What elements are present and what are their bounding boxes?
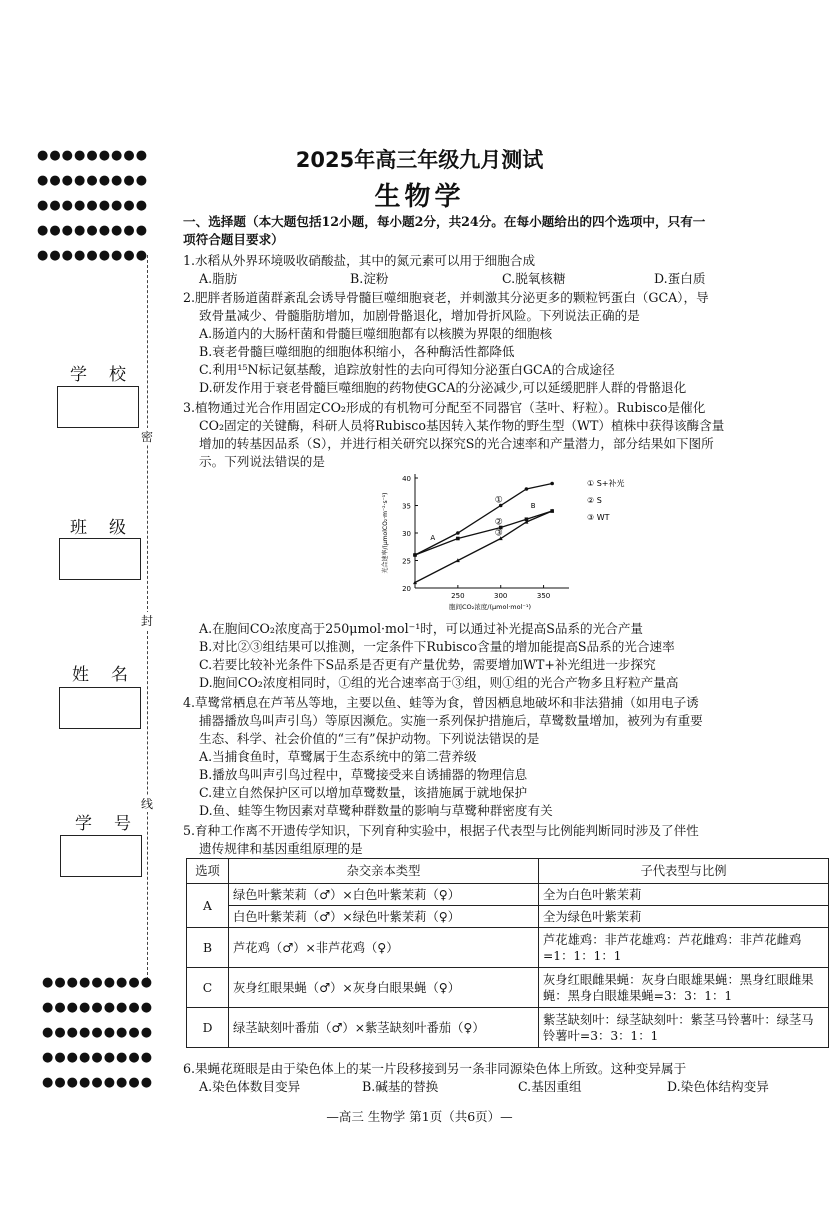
seal-char-mi: 密 — [141, 430, 154, 444]
option-cell: A — [187, 884, 229, 928]
q3-option-a: A.在胞间CO₂浓度高于250μmol·mol⁻¹时，可以通过补光提高S品系的光合产量 — [199, 621, 644, 636]
decor-dots-bottom: ●●●●●●●●● ●●●●●●●●● ●●●●●●●●● ●●●●●●●●● ●●●●●●●●● — [42, 975, 154, 1090]
school-label: 学校 — [70, 365, 148, 385]
point-label-b: B — [530, 502, 536, 510]
data-point — [525, 487, 529, 491]
x-tick-label: 250 — [451, 592, 465, 600]
x-axis-label: 胞间CO₂浓度/(μmol·mol⁻¹) — [449, 603, 531, 611]
name-label: 姓名 — [72, 665, 150, 685]
data-point — [456, 531, 460, 535]
q1-option-c: C.脱氧核糖 — [502, 271, 566, 286]
seal-char-feng: 封 — [141, 614, 154, 628]
point-label-a: A — [430, 534, 436, 542]
q2-option-c: C.利用¹⁵N标记氨基酸，追踪放射性的去向可得知分泌蛋白GCA的合成途径 — [199, 362, 615, 377]
q3-stem-2: CO₂固定的关键酶，科研人员将Rubisco基因转入某作物的野生型（WT）植株中获得该酶含量 — [199, 418, 725, 433]
q3-option-d: D.胞间CO₂浓度相同时，①组的光合速率高于③组，则①组的光合产物多且籽粒产量高 — [199, 675, 679, 690]
parent-cell: 绿色叶紫茉莉（♂）×白色叶紫茉莉（♀） — [229, 884, 539, 906]
name-field[interactable] — [59, 687, 141, 729]
series-line — [415, 511, 552, 555]
table-row — [187, 1008, 829, 1048]
parent-cell: 芦花鸡（♂）×非芦花鸡（♀） — [229, 928, 539, 968]
q2-stem-2: 致骨量减少、骨髓脂肪增加，加剧骨骼退化，增加骨折风险。下列说法正确的是 — [199, 308, 640, 323]
q2-option-b: B.衰老骨髓巨噬细胞的细胞体积缩小，各种酶活性都降低 — [199, 344, 515, 359]
photosynthesis-chart — [375, 470, 685, 616]
y-tick-label: 25 — [402, 557, 411, 566]
table-header-row — [187, 859, 829, 884]
section-heading: 一、选择题（本大题包括12小题，每小题2分，共24分。在每小题给出的四个选项中，只有一 — [183, 214, 706, 229]
q4-stem-2: 捕器播放鸟叫声引鸟）等原因濒危。实施一系列保护措施后，草鹭数量增加，被列为有重要 — [199, 713, 703, 728]
q4-stem-3: 生态、科学、社会价值的“三有”保护动物。下列说法错误的是 — [199, 731, 540, 746]
q6-stem: 6.果蝇花斑眼是由于染色体上的某一片段移接到另一条非同源染色体上所致。这种变异属于 — [183, 1061, 687, 1076]
student-id-label: 学号 — [75, 814, 153, 834]
y-tick-label: 20 — [402, 585, 411, 593]
q3-stem-4: 示。下列说法错误的是 — [199, 454, 325, 469]
series-marker-label: ① — [494, 495, 503, 506]
option-cell: B — [187, 928, 229, 968]
table-row — [187, 928, 829, 968]
q3-option-c: C.若要比较补光条件下S品系是否更有产量优势，需要增加WT+补光组进一步探究 — [199, 657, 656, 672]
table-row — [187, 906, 829, 928]
q1-option-d: D.蛋白质 — [654, 271, 706, 286]
q6-option-d: D.染色体结构变异 — [667, 1079, 769, 1094]
student-id-field[interactable] — [60, 835, 142, 877]
seal-char-xian: 线 — [141, 797, 154, 811]
y-tick-label: 40 — [402, 475, 411, 483]
section-heading-cont: 项符合题目要求） — [183, 232, 284, 247]
x-tick-label: 350 — [536, 592, 551, 600]
q2-stem-1: 2.肥胖者肠道菌群紊乱会诱导骨髓巨噬细胞衰老，并刺激其分泌更多的颗粒钙蛋白（GCA），导 — [183, 290, 709, 305]
legend-item: ① S+补光 — [587, 479, 625, 488]
school-field[interactable] — [57, 386, 139, 428]
offspring-cell: 灰身红眼雌果蝇：灰身白眼雄果蝇：黑身红眼雌果蝇：黑身白眼雄果蝇=3：3：1：1 — [539, 968, 829, 1008]
table-header: 杂交亲本类型 — [229, 859, 539, 884]
x-tick-label: 300 — [494, 592, 508, 600]
parent-cell: 绿茎缺刻叶番茄（♂）×紫茎缺刻叶番茄（♀） — [229, 1008, 539, 1048]
data-point — [413, 553, 417, 557]
subject-title: 生物学 — [374, 182, 465, 212]
q2-option-d: D.研发作用于衰老骨髓巨噬细胞的药物使GCA的分泌减少,可以延缓肥胖人群的骨骼退化 — [199, 380, 687, 395]
q3-stem-1: 3.植物通过光合作用固定CO₂形成的有机物可分配至不同器官（茎叶、籽粒）。Rubisco是催化 — [183, 400, 706, 415]
offspring-cell: 紫茎缺刻叶：绿茎缺刻叶：紫茎马铃薯叶：绿茎马铃薯叶=3：3：1：1 — [539, 1008, 829, 1048]
cross-table — [186, 858, 829, 1048]
q2-option-a: A.肠道内的大肠杆菌和骨髓巨噬细胞都有以核膜为界限的细胞核 — [199, 326, 553, 341]
q4-option-c: C.建立自然保护区可以增加草鹭数量，该措施属于就地保护 — [199, 785, 528, 800]
class-label: 班级 — [70, 518, 148, 538]
q5-stem-2: 遗传规律和基因重组原理的是 — [199, 841, 363, 856]
series-marker-label: ② — [494, 517, 503, 528]
parent-cell: 灰身红眼果蝇（♂）×灰身白眼果蝇（♀） — [229, 968, 539, 1008]
class-field[interactable] — [59, 538, 141, 580]
q6-option-b: B.碱基的替换 — [362, 1079, 439, 1094]
table-header: 子代表型与比例 — [539, 859, 829, 884]
data-point — [550, 482, 554, 486]
q1-option-b: B.淀粉 — [350, 271, 389, 286]
offspring-cell: 芦花雄鸡：非芦花雄鸡：芦花雌鸡：非芦花雌鸡=1：1：1：1 — [539, 928, 829, 968]
y-tick-label: 35 — [402, 502, 411, 511]
page-footer: —高三 生物学 第1页（共6页）— — [326, 1109, 513, 1124]
q6-option-c: C.基因重组 — [518, 1079, 582, 1094]
q1-option-a: A.脂肪 — [199, 271, 238, 286]
y-axis-label: 光合速率/(μmolCO₂·m⁻²·s⁻¹) — [382, 492, 389, 574]
q3-stem-3: 增加的转基因品系（S），并进行相关研究以探究S的光合速率和产量潜力，部分结果如下图所 — [199, 436, 714, 451]
table-header: 选项 — [187, 859, 229, 884]
table-row — [187, 968, 829, 1008]
q3-option-b: B.对比②③组结果可以推测，一定条件下Rubisco含量的增加能提高S品系的光合速率 — [199, 639, 675, 654]
q6-option-a: A.染色体数目变异 — [199, 1079, 301, 1094]
q4-stem-1: 4.草鹭常栖息在芦苇丛等地，主要以鱼、蛙等为食，曾因栖息地破坏和非法猎捕（如用电子诱 — [183, 695, 699, 710]
option-cell: D — [187, 1008, 229, 1048]
offspring-cell: 全为白色叶紫茉莉 — [539, 884, 829, 906]
q1-stem: 1.水稻从外界环境吸收硝酸盐，其中的氮元素可以用于细胞合成 — [183, 253, 536, 268]
q4-option-b: B.播放鸟叫声引鸟过程中，草鹭接受来自诱捕器的物理信息 — [199, 767, 528, 782]
option-cell: C — [187, 968, 229, 1008]
q4-option-a: A.当捕食鱼时，草鹭属于生态系统中的第二营养级 — [199, 749, 477, 764]
series-marker-label: ③ — [494, 528, 503, 539]
decor-dots-top: ●●●●●●●●● ●●●●●●●●● ●●●●●●●●● ●●●●●●●●● ●●●●●●●●● — [37, 148, 149, 263]
y-tick-label: 30 — [402, 530, 411, 538]
legend-item: ② S — [587, 496, 602, 505]
exam-title: 2025年高三年级九月测试 — [295, 148, 544, 172]
legend-item: ③ WT — [587, 513, 610, 522]
parent-cell: 白色叶紫茉莉（♂）×绿色叶紫茉莉（♀） — [229, 906, 539, 928]
data-point — [456, 537, 460, 541]
table-row — [187, 884, 829, 906]
q4-option-d: D.鱼、蛙等生物因素对草鹭种群数量的影响与草鹭种群密度有关 — [199, 803, 553, 818]
q5-stem-1: 5.育种工作离不开遗传学知识，下列育种实验中，根据子代表型与比例能判断同时涉及了伴性 — [183, 823, 699, 838]
offspring-cell: 全为绿色叶紫茉莉 — [539, 906, 829, 928]
